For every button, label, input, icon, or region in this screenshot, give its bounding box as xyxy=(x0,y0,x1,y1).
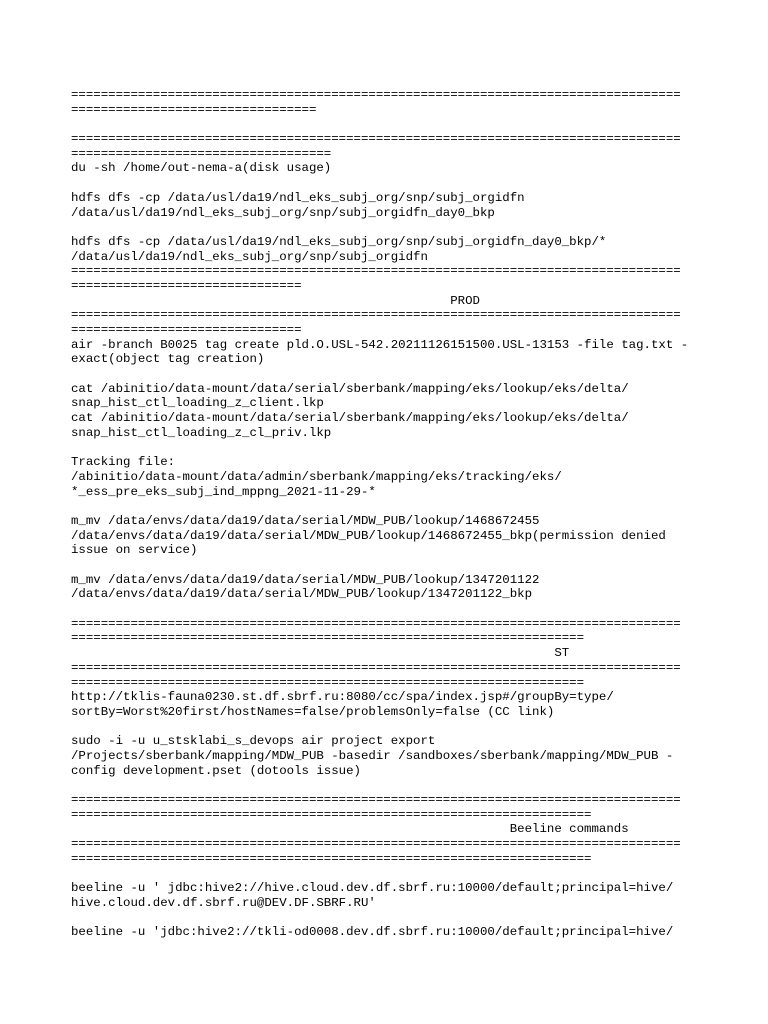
text-line: /Projects/sberbank/mapping/MDW_PUB -basedir /sandboxes/sberbank/mapping/MDW_PUB - xyxy=(71,748,674,763)
text-line: air -branch B0025 tag create pld.O.USL-542.20211126151500.USL-13153 -file tag.txt - xyxy=(71,337,689,352)
blank-line xyxy=(71,499,711,514)
blank-line xyxy=(71,117,711,132)
text-line: cat /abinitio/data-mount/data/serial/sberbank/mapping/eks/lookup/eks/delta/ xyxy=(71,381,629,396)
blank-line xyxy=(71,778,711,793)
blank-line xyxy=(71,911,711,926)
text-line: ST xyxy=(71,646,570,661)
text-line: beeline -u 'jdbc:hive2://tkli-od0008.dev.df.sbrf.ru:10000/default;principal=hive/ xyxy=(71,925,674,940)
blank-line xyxy=(71,558,711,573)
text-line: m_mv /data/envs/data/da19/data/serial/MDW_PUB/lookup/1468672455 xyxy=(71,513,540,528)
document-page xyxy=(71,88,711,940)
text-line: ================================= xyxy=(71,102,317,117)
text-line: m_mv /data/envs/data/da19/data/serial/MDW_PUB/lookup/1347201122 xyxy=(71,572,540,587)
text-line: /data/usl/da19/ndl_eks_subj_org/snp/subj_orgidfn xyxy=(71,249,428,264)
text-line: issue on service) xyxy=(71,543,198,558)
text-line: Beeline commands xyxy=(71,822,629,837)
text-line: sortBy=Worst%20first/hostNames=false/problemsOnly=false (CC link) xyxy=(71,704,555,719)
text-line: =================================== xyxy=(71,146,332,161)
text-line: du -sh /home/out-nema-a(disk usage) xyxy=(71,161,332,176)
text-line: config development.pset (dotools issue) xyxy=(71,763,361,778)
text-line: *_ess_pre_eks_subj_ind_mppng_2021-11-29-* xyxy=(71,484,376,499)
blank-line xyxy=(71,367,711,382)
text-line: hdfs dfs -cp /data/usl/da19/ndl_eks_subj_org/snp/subj_orgidfn_day0_bkp/* xyxy=(71,234,607,249)
text-line: exact(object tag creation) xyxy=(71,352,265,367)
blank-line xyxy=(71,176,711,191)
text-line: /data/usl/da19/ndl_eks_subj_org/snp/subj_orgidfn_day0_bkp xyxy=(71,205,495,220)
text-line: ================================================================================== xyxy=(71,308,681,323)
text-line: Tracking file: xyxy=(71,455,176,470)
text-line: ===================================================================== xyxy=(71,675,585,690)
text-line: ====================================================================== xyxy=(71,851,592,866)
text-line: PROD xyxy=(71,293,480,308)
text-line: http://tklis-fauna0230.st.df.sbrf.ru:8080/cc/spa/index.jsp#/groupBy=type/ xyxy=(71,690,614,705)
text-line: snap_hist_ctl_loading_z_client.lkp xyxy=(71,396,324,411)
text-line: =============================== xyxy=(71,278,302,293)
text-line: cat /abinitio/data-mount/data/serial/sberbank/mapping/eks/lookup/eks/delta/ xyxy=(71,411,629,426)
text-line: snap_hist_ctl_loading_z_cl_priv.lkp xyxy=(71,425,332,440)
text-line: ================================================================================== xyxy=(71,616,681,631)
text-line: hive.cloud.dev.df.sbrf.ru@DEV.DF.SBRF.RU' xyxy=(71,895,376,910)
text-line: =============================== xyxy=(71,323,302,337)
text-line: beeline -u ' jdbc:hive2://hive.cloud.dev.df.sbrf.ru:10000/default;principal=hive/ xyxy=(71,881,674,896)
text-line: hdfs dfs -cp /data/usl/da19/ndl_eks_subj_org/snp/subj_orgidfn xyxy=(71,190,525,205)
text-line: ================================================================================== xyxy=(71,837,681,852)
text-line: ================================================================================== xyxy=(71,660,681,675)
blank-line xyxy=(71,866,711,881)
text-line: ===================================================================== xyxy=(71,631,585,646)
text-line: ====================================================================== xyxy=(71,807,592,822)
text-line: /data/envs/data/da19/data/serial/MDW_PUB/lookup/1468672455_bkp(permission denied xyxy=(71,528,666,543)
text-line: ================================================================================== xyxy=(71,264,681,279)
blank-line xyxy=(71,720,711,735)
text-line: /data/envs/data/da19/data/serial/MDW_PUB/lookup/1347201122_bkp xyxy=(71,587,533,602)
text-line: /abinitio/data-mount/data/admin/sberbank/mapping/eks/tracking/eks/ xyxy=(71,469,562,484)
text-line: sudo -i -u u_stsklabi_s_devops air project export xyxy=(71,734,436,749)
text-line: ================================================================================== xyxy=(71,793,681,807)
blank-line xyxy=(71,441,711,456)
blank-line xyxy=(71,602,711,617)
text-line: ================================================================================== xyxy=(71,88,681,102)
blank-line xyxy=(71,220,711,235)
text-line: ================================================================================== xyxy=(71,132,681,147)
